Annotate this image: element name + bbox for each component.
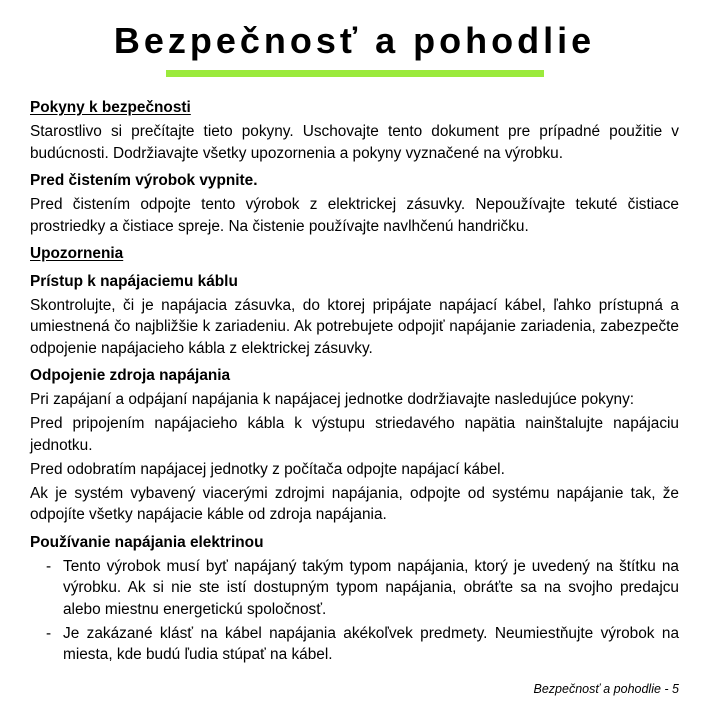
list-item-text: Je zakázané klásť na kábel napájania akékoľvek predmety. Neumiestňujte výrobok na miesta, kde budú ľudia stúpať na kábel. bbox=[63, 624, 679, 663]
disconnect-heading: Odpojenie zdroja napájania bbox=[30, 367, 231, 384]
list-item bbox=[30, 556, 679, 621]
disconnect-paragraph-1: Pri zapájaní a odpájaní napájania k napájacej jednotke dodržiavajte nasledujúce pokyny: bbox=[30, 391, 635, 408]
disconnect-paragraph-3: Pred odobratím napájacej jednotky z počítača odpojte napájací kábel. bbox=[30, 460, 505, 478]
cleaning-text: Pred čistením odpojte tento výrobok z elektrickej zásuvky. Nepoužívajte tekuté čistiace prostriedky a čistiace spreje. Na čistenie používajte navlhčenú handričku. bbox=[30, 196, 679, 235]
dash-bullet: - bbox=[46, 624, 52, 642]
access-text: Skontrolujte, či je napájacia zásuvka, do ktorej pripájate napájací kábel, ľahko prístupná a umiestnená čo najbližšie k zariadeniu. Ak potrebujete odpojiť napájanie zariadenia, zabezpečte odpojenie napájacieho kábla z elektrickej zásuvky. bbox=[30, 296, 679, 357]
dash-bullet: - bbox=[46, 557, 52, 575]
list-item-text: Tento výrobok musí byť napájaný takým typom napájania, ktorý je uvedený na štítku na výrobku. Ak si nie ste istí dostupným typom napájania, obráťte sa na svojho predajcu alebo miestnu energetickú spoločnosť. bbox=[63, 557, 679, 618]
warnings-heading: Upozornenia bbox=[30, 245, 124, 262]
disconnect-paragraph-2: Pred pripojením napájacieho kábla k výstupu striedavého napätia nainštalujte napájaciu jednotku. bbox=[30, 415, 679, 454]
list-item bbox=[30, 623, 679, 666]
page-title: Bezpečnosť a pohodlie bbox=[113, 20, 596, 61]
safety-heading: Pokyny k bezpečnosti bbox=[30, 99, 191, 116]
access-heading: Prístup k napájaciemu káblu bbox=[30, 272, 238, 290]
electric-list bbox=[30, 556, 679, 666]
document-body bbox=[30, 97, 679, 668]
title-accent-bar bbox=[166, 70, 544, 77]
cleaning-heading: Pred čistením výrobok vypnite. bbox=[30, 172, 258, 189]
disconnect-paragraph-4: Ak je systém vybavený viacerými zdrojmi napájania, odpojte od systému napájanie tak, že odpojíte všetky napájacie káble od zdroja napájania. bbox=[30, 484, 679, 523]
safety-intro: Starostlivo si prečítajte tieto pokyny. Uschovajte tento dokument pre prípadné použitie v budúcnosti. Dodržiavajte všetky upozornenia a pokyny vyznačené na výrobku. bbox=[30, 123, 679, 162]
electric-heading: Používanie napájania elektrinou bbox=[30, 533, 264, 551]
page-footer: Bezpečnosť a pohodlie - 5 bbox=[533, 682, 679, 696]
